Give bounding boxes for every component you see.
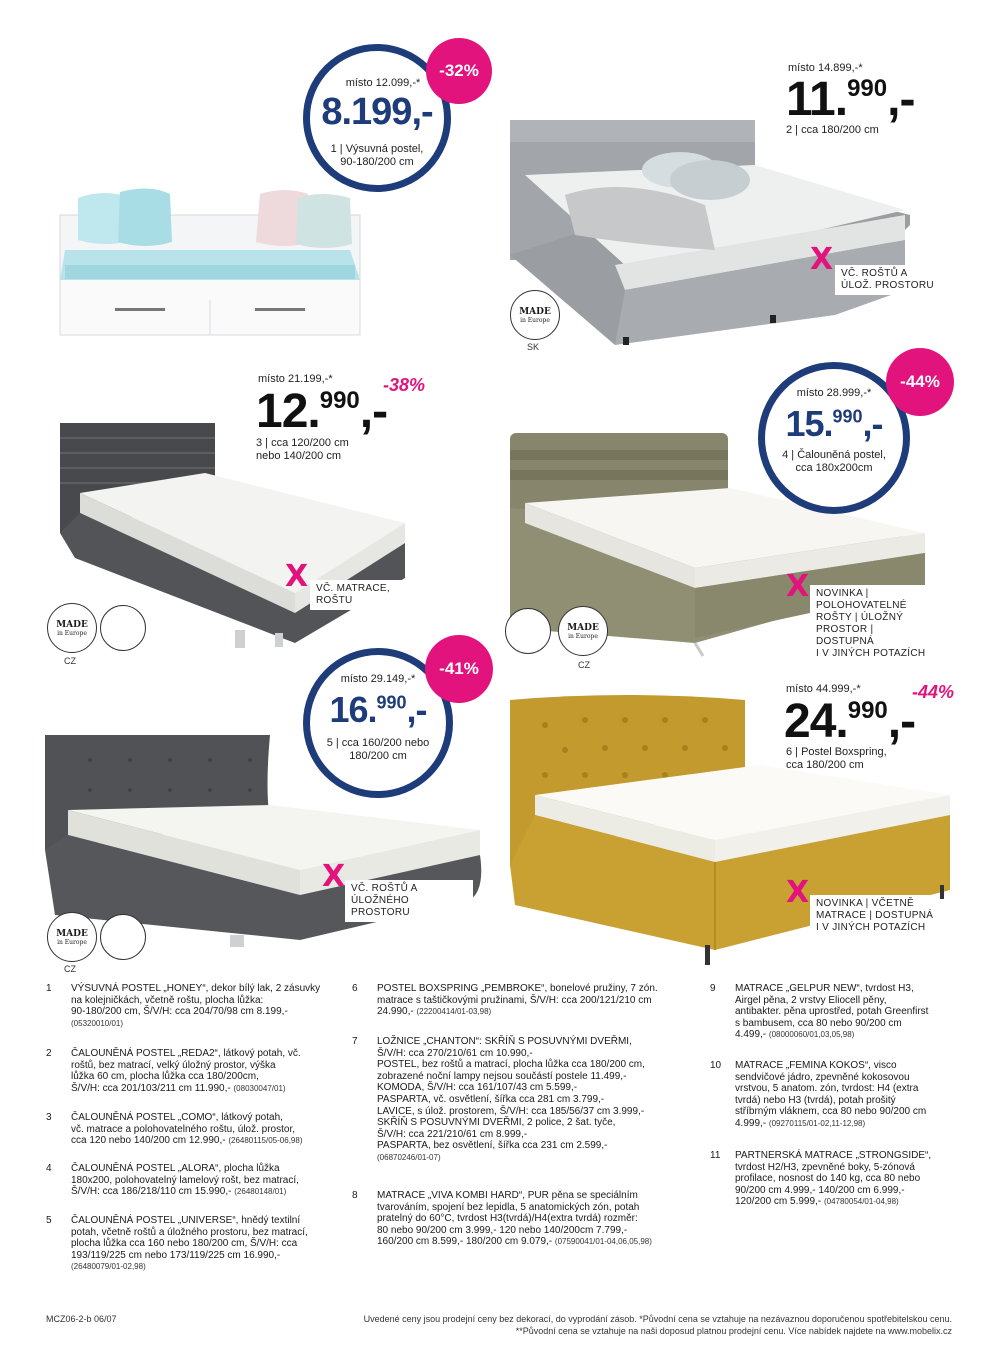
list-item-3: 3 ČALOUNĚNÁ POSTEL „COMO“, látkový potah, vč. matrace a polohovatelného roštu, úlož. prostor, cca 120 nebo 140/200 cm 12.990,- (26480115/05-06,98) <box>46 1112 303 1147</box>
made-in-europe-icon: MADE in Europe <box>510 290 560 340</box>
x-mark-icon: X <box>285 559 309 594</box>
list-item-11: 11 PARTNERSKÁ MATRACE „STRONGSIDE“, tvrdost H2/H3, zpevněné boky, 5-zónová profilace, nosnost do 140 kg, cca 80 nebo 90/200 cm 4.999,- 140/200 cm 6.999,- 120/200 cm 5.999,- (04780054/01-04,98) <box>710 1150 932 1208</box>
product-image-honey-daybed <box>50 180 370 350</box>
list-item-2: 2 ČALOUNĚNÁ POSTEL „REDA2“, látkový potah, vč. roštů, bez matrací, velký úložný prostor, výška lůžka 60 cm, plocha lůžka cca 180/200cm, Š/V/H: cca 201/103/211 cm 11.990,- (08030047/01) <box>46 1048 301 1094</box>
footer-disclaimer-2: **Původní cena se vztahuje na naši doposud platnou prodejní cenu. Více nabídek najdete na www.mobelix.cz <box>515 1326 952 1336</box>
made-in-europe-icon: MADE in Europe <box>558 606 608 656</box>
country-label: CZ <box>64 964 76 974</box>
feature-note: NOVINKA | VČETNĚ MATRACE | DOSTUPNÁ I V JINÝCH POTAZÍCH <box>810 895 940 937</box>
country-label: CZ <box>578 660 590 670</box>
product-desc: 6 | Postel Boxspring, cca 180/200 cm <box>786 746 887 771</box>
old-price: místo 29.149,-* <box>340 673 416 685</box>
old-price: místo 21.199,-* <box>258 373 333 385</box>
x-mark-icon: X <box>786 569 810 604</box>
storage-space-icon <box>100 914 146 960</box>
sale-price: 11.$^{990}$,- <box>786 73 915 126</box>
feature-note: VČ. ROŠTŮ A ÚLOŽ. PROSTORU <box>835 265 945 295</box>
discount-label: -44% <box>912 682 955 702</box>
product-desc: 4 | Čalouněná postel, cca 180x200cm <box>782 449 886 474</box>
list-item-4: 4 ČALOUNĚNÁ POSTEL „ALORA“, plocha lůžka 180x200, polohovatelný lamelový rošt, bez matrací, Š/V/H: cca 186/218/110 cm 15.990,- (26480148/01) <box>46 1163 299 1198</box>
discount-label: -38% <box>383 375 426 395</box>
made-in-europe-icon: MADE in Europe <box>47 912 97 962</box>
sale-price: 8.199,- <box>321 91 433 133</box>
old-price: místo 28.999,-* <box>796 387 872 399</box>
list-item-8: 8 MATRACE „VIVA KOMBI HARD“, PUR pěna se speciálním tvarováním, spojení bez lepidla, 5 anatomických zón, potah pratelný do 60°C, tvrdost H3(tvrdá)/H4(extra tvrdá) rozměr: 80 nebo 90/200 cm 3.999,- 120 nebo 140/200cm 7.799,- 160/200 cm 8.599,- 180/200 cm 9.079,- (07590041/01-04,06,05,98) <box>352 1190 652 1248</box>
discount-badge: -32% <box>426 38 492 104</box>
old-price: místo 14.899,-* <box>788 62 863 74</box>
sale-price: 15.$^{990}$,- <box>785 403 883 444</box>
product-desc: 2 | cca 180/200 cm <box>786 124 879 136</box>
feature-note: VČ. ROŠTŮ A ÚLOŽNÉHO PROSTORU <box>345 880 473 922</box>
list-item-7: 7 LOŽNICE „CHANTON“: SKŘÍŇ S POSUVNÝMI DVEŘMI, Š/V/H: cca 270/210/61 cm 10.990,- POSTEL, bez roštů a matrací, plocha lůžka cca 180/200 cm, zobrazené noční lampy nejsou součástí postele 11.499,- KOMODA, Š/V/H: cca 161/107/43 cm 5.599,- PASPARTA, vč. osvětlení, šířka cca 281 cm 3.799,- LAVICE, s úlož. prostorem, Š/V/H: cca 185/56/37 cm 3.999,- SKŘÍŇ S POSUVNÝMI DVEŘMI, 2 police, 2 šat. tyče, Š/V/H: cca 221/210/61 cm 8.999,- PASPARTA, bez osvětlení, šířka cca 231 cm 2.599,- (06870246/01-07) <box>352 1036 645 1162</box>
list-item-9: 9 MATRACE „GELPUR NEW“, tvrdost H3, Airgel pěna, 2 vrstvy Eliocell pěny, antibakter. pěna uprostřed, potah Greenfirst s bambusem, cca 80 nebo 90/200 cm 4.499,- (08000060/01,03,05,98) <box>710 983 929 1041</box>
footer-disclaimer-1: Uvedené ceny jsou prodejní ceny bez dekorací, do vyprodání zásob. *Původní cena se vztahuje na nezávaznou doporučenou spotřebitelskou cenu. <box>363 1314 952 1324</box>
old-price: místo 12.099,-* <box>345 77 421 89</box>
x-mark-icon: X <box>786 875 810 910</box>
made-in-europe-icon: MADE in Europe <box>47 603 97 653</box>
list-item-5: 5 ČALOUNĚNÁ POSTEL „UNIVERSE“, hnědý textilní potah, včetně roštů a úložného prostoru, bez matrací, plocha lůžka cca 160 nebo 180/200 cm, Š/V/H: cca 193/119/225 cm nebo 173/119/225 cm 16.990,- (26480079/01-02,98) <box>46 1215 308 1272</box>
x-mark-icon: X <box>322 859 346 894</box>
country-label: SK <box>527 342 540 352</box>
x-mark-icon: X <box>810 242 834 277</box>
list-item-10: 10 MATRACE „FEMINA KOKOS“, visco sendvičové jádro, zpevněné kokosovou vrstvou, 5 anatom. zón, tvrdost: H4 (extra tvrdá) nebo H3 (tvrdá), potah prošitý stříbrným vláknem, cca 80 nebo 90/200 cm 4.999,- (09270115/01-02,11-12,98) <box>710 1060 927 1129</box>
list-item-6: 6 POSTEL BOXSPRING „PEMBROKE“, bonelové pružiny, 7 zón. matrace s taštičkovými pružinami, Š/V/H: cca 200/121/210 cm 24.990,- (22200414/01-03,98) <box>352 983 658 1018</box>
product-desc: 1 | Výsuvná postel, 90-180/200 cm <box>330 143 424 168</box>
sale-price: 12.$^{990}$,- <box>256 385 388 438</box>
storage-space-icon <box>100 605 146 651</box>
feature-note: NOVINKA | POLOHOVATELNÉ ROŠTY | ÚLOŽNÝ PROSTOR | DOSTUPNÁ I V JINÝCH POTAZÍCH <box>810 585 936 663</box>
product-desc: 3 | cca 120/200 cm nebo 140/200 cm <box>256 437 349 462</box>
storage-space-icon <box>505 608 551 654</box>
feature-note: VČ. MATRACE, ROŠTU <box>310 580 430 610</box>
discount-badge: -41% <box>425 635 493 703</box>
page-code: MCZ06-2-b 06/07 <box>46 1314 117 1324</box>
product-image-reda2-bed <box>505 115 915 350</box>
country-label: CZ <box>64 656 76 666</box>
sale-price: 16.$^{990}$,- <box>329 689 427 730</box>
product-desc: 5 | cca 160/200 nebo 180/200 cm <box>326 737 430 762</box>
old-price: místo 44.999,-* <box>786 683 861 695</box>
discount-badge: -44% <box>886 348 954 416</box>
sale-price: 24.$^{990}$,- <box>784 695 916 748</box>
list-item-1: 1 VÝSUVNÁ POSTEL „HONEY“, dekor bílý lak, 2 zásuvky na kolejničkách, včetně roštu, plocha lůžka: 90-180/200 cm, Š/V/H: cca 204/70/98 cm 8.199,- (05320010/01) <box>46 983 321 1028</box>
